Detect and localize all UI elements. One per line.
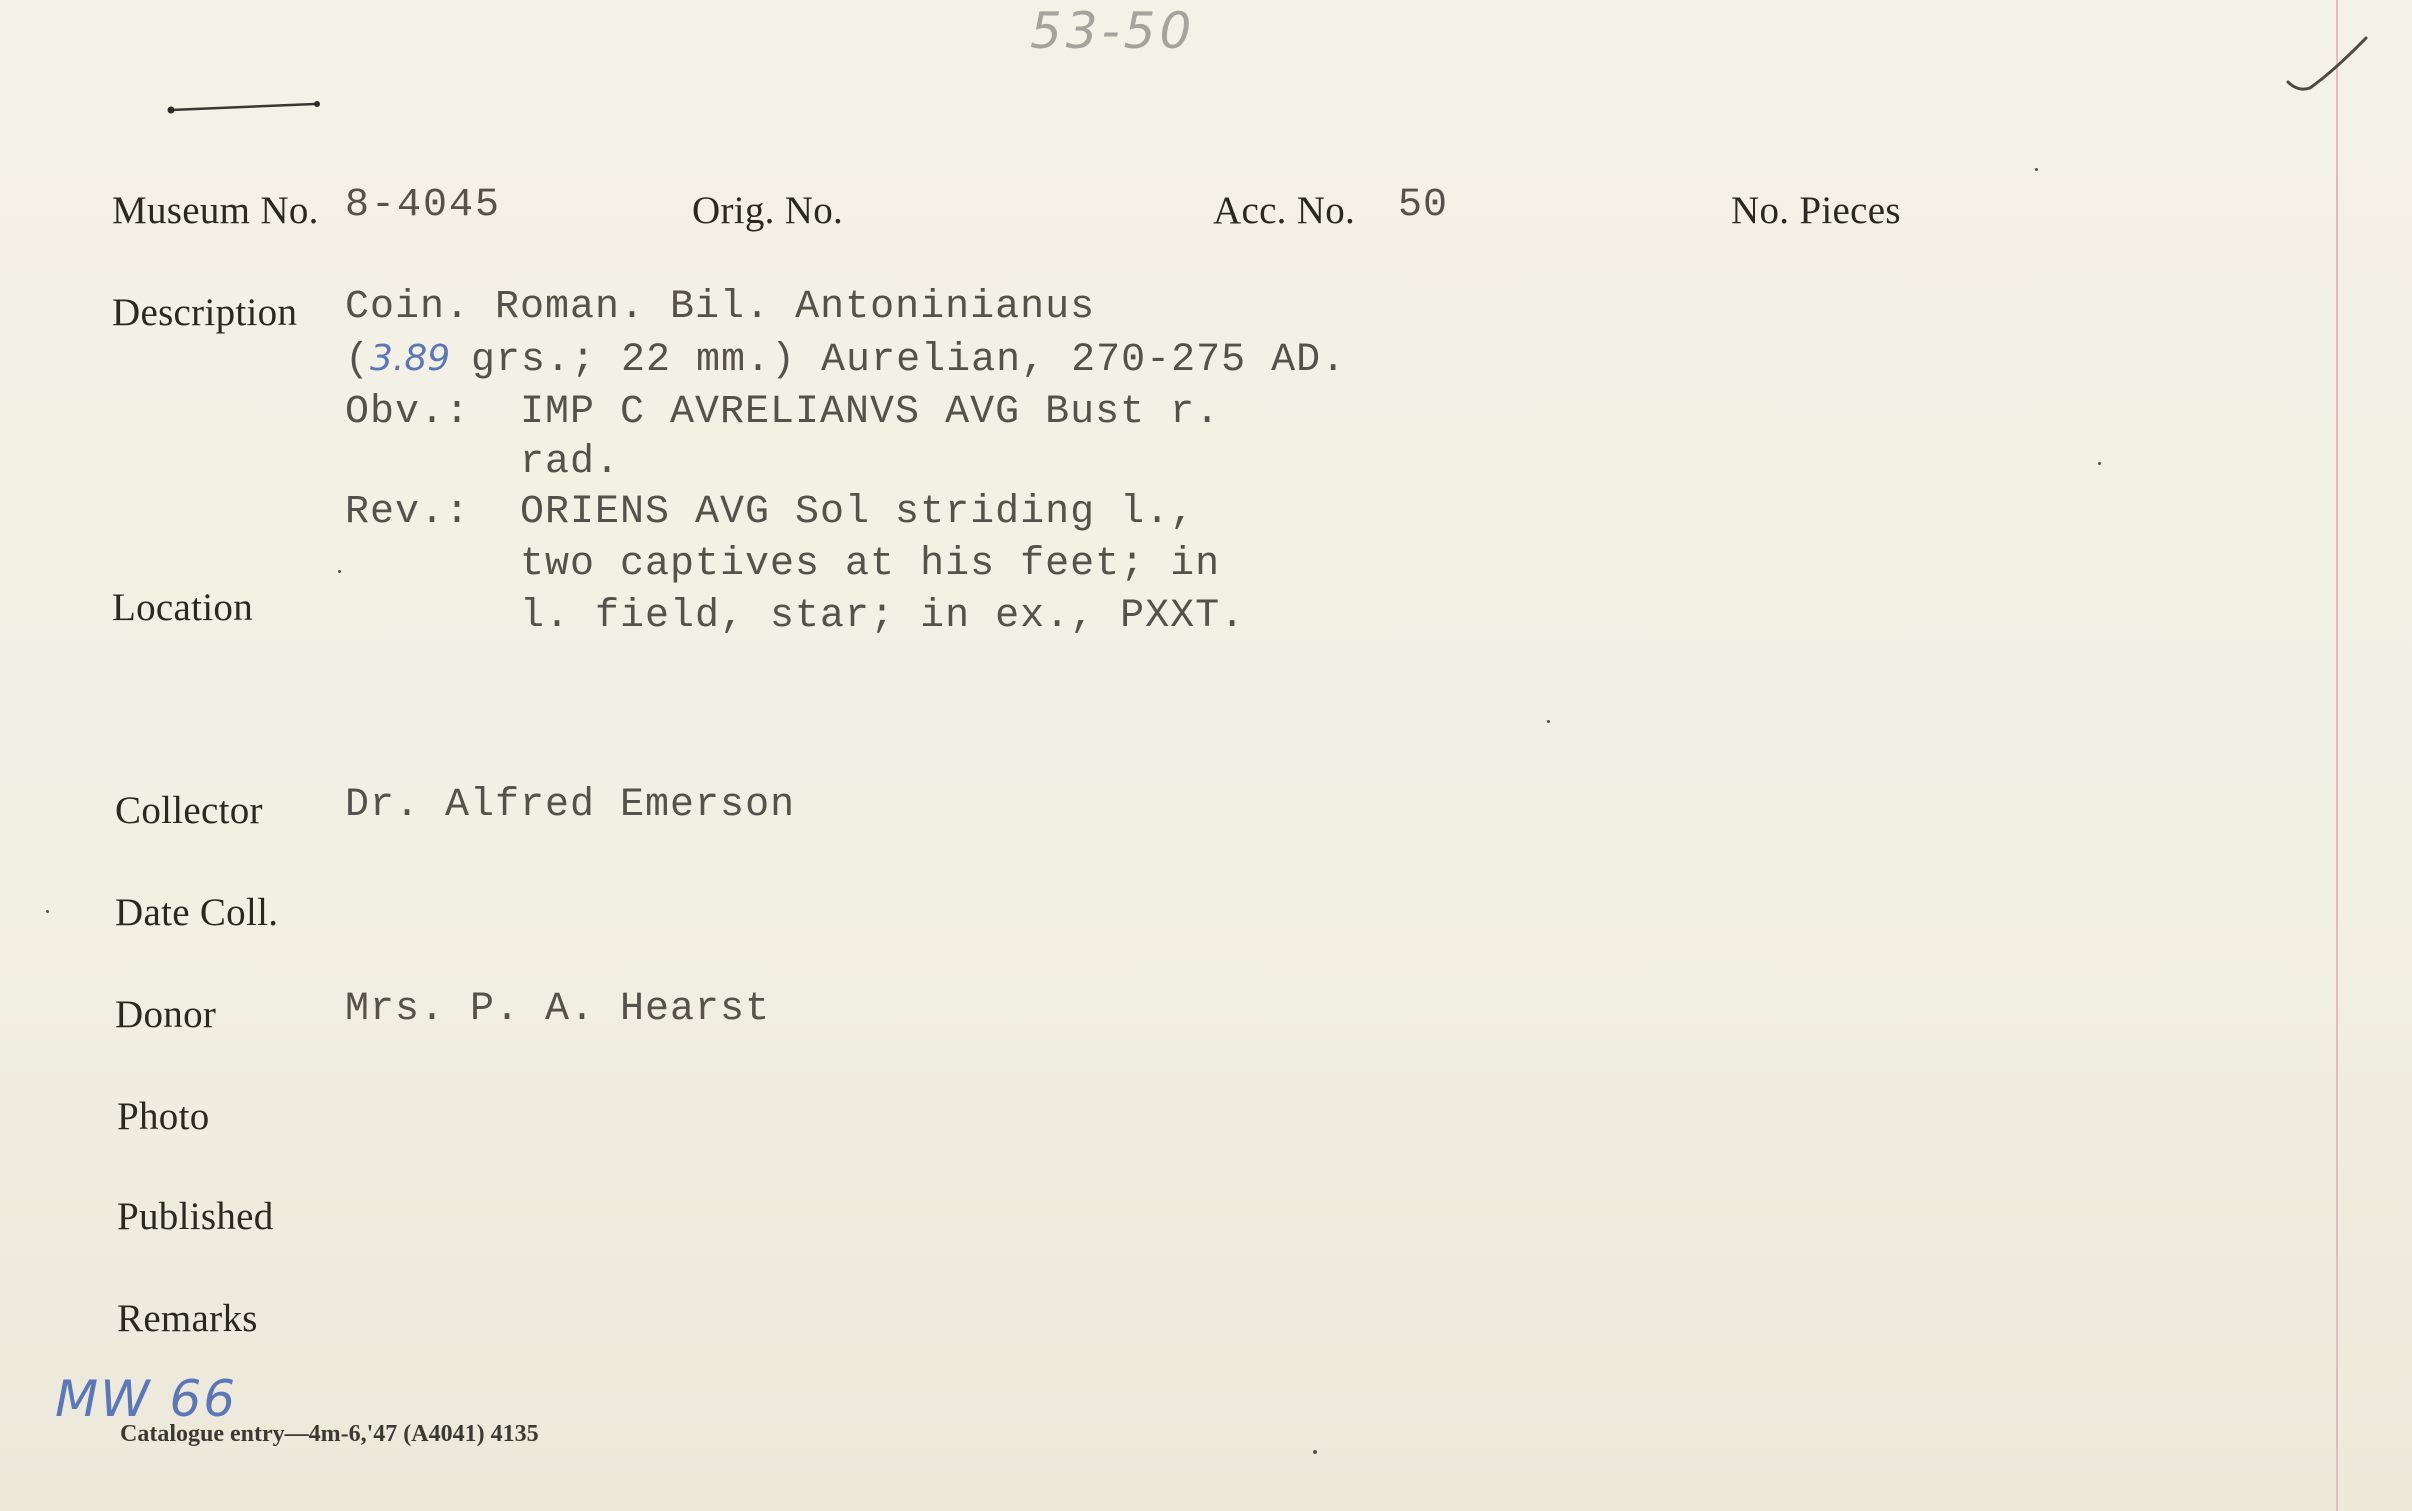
dust-speck bbox=[2098, 462, 2101, 465]
date-coll-label: Date Coll. bbox=[115, 891, 279, 934]
obverse-line-2: rad. bbox=[520, 440, 621, 485]
reverse-label: Rev.: bbox=[345, 490, 471, 535]
location-label: Location bbox=[112, 586, 254, 629]
photo-label: Photo bbox=[117, 1095, 210, 1138]
dust-speck bbox=[1313, 1450, 1317, 1454]
reverse-line-3: l. field, star; in ex., PXXT. bbox=[520, 594, 1246, 639]
handwritten-initials: MW 66 bbox=[55, 1370, 238, 1428]
acc-no-label: Acc. No. bbox=[1213, 189, 1356, 232]
donor-label: Donor bbox=[115, 993, 217, 1036]
dust-speck bbox=[46, 910, 49, 913]
reverse-line-1: ORIENS AVG Sol striding l., bbox=[520, 490, 1196, 535]
published-label: Published bbox=[117, 1195, 274, 1238]
remarks-label: Remarks bbox=[117, 1297, 258, 1340]
acc-no-value: 50 bbox=[1398, 183, 1449, 228]
dust-speck bbox=[1547, 720, 1550, 723]
collector-value: Dr. Alfred Emerson bbox=[345, 783, 796, 828]
description-line-2: grs.; 22 mm.) Aurelian, 270-275 AD. bbox=[471, 338, 1347, 383]
no-pieces-label: No. Pieces bbox=[1731, 189, 1901, 232]
margin-rule bbox=[2336, 0, 2338, 1511]
museum-no-label: Museum No. bbox=[112, 189, 319, 232]
donor-value: Mrs. P. A. Hearst bbox=[345, 987, 771, 1032]
dust-speck bbox=[2035, 168, 2038, 171]
collector-label: Collector bbox=[115, 789, 263, 832]
orig-no-label: Orig. No. bbox=[692, 189, 844, 232]
weight-handwritten: 3.89 bbox=[370, 338, 451, 379]
weight-open-paren: ( bbox=[345, 338, 371, 383]
check-mark-icon bbox=[2280, 30, 2370, 110]
description-label: Description bbox=[112, 291, 298, 334]
obverse-line-1: IMP C AVRELIANVS AVG Bust r. bbox=[520, 390, 1221, 435]
catalogue-entry-footer: Catalogue entry—4m-6,'47 (A4041) 4135 bbox=[120, 1421, 539, 1447]
dust-speck bbox=[338, 570, 341, 573]
museum-no-value: 8-4045 bbox=[345, 183, 502, 228]
reverse-line-2: two captives at his feet; in bbox=[520, 542, 1221, 587]
card-number: 53-50 bbox=[1030, 2, 1196, 60]
obverse-label: Obv.: bbox=[345, 390, 471, 435]
pencil-dash-mark bbox=[165, 94, 325, 124]
description-line-1: Coin. Roman. Bil. Antoninianus bbox=[345, 285, 1096, 330]
